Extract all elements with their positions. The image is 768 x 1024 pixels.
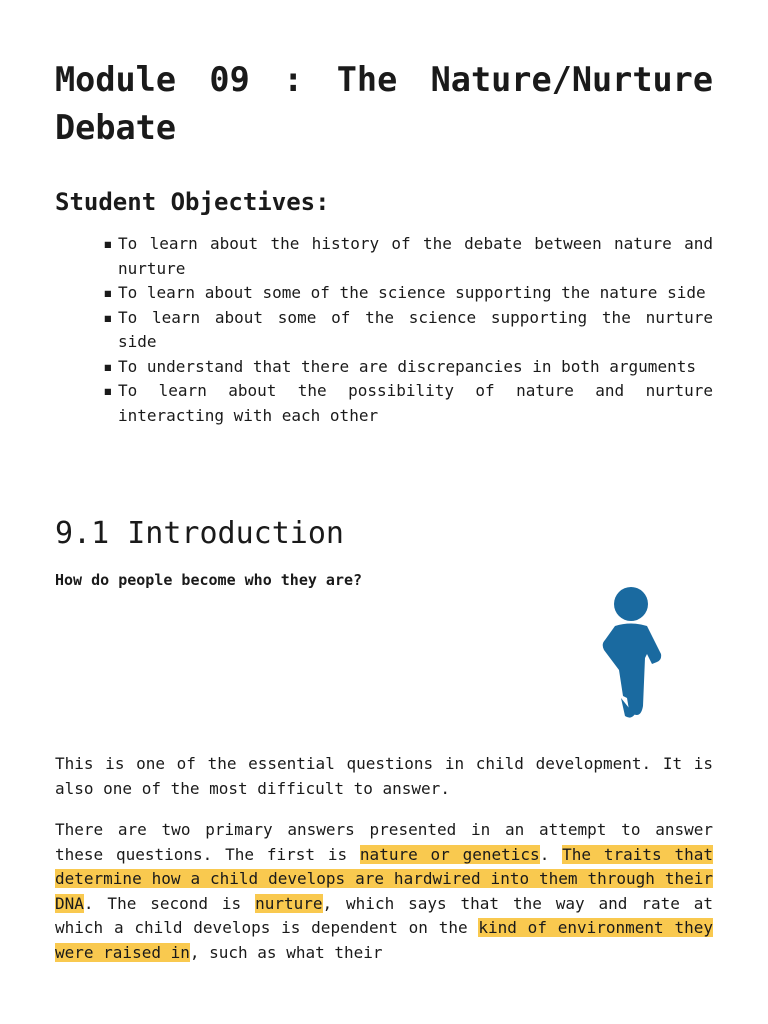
child-figure-graphic	[595, 586, 667, 726]
bullet-icon: ▪	[103, 234, 113, 253]
list-item	[103, 281, 713, 306]
list-item	[103, 306, 713, 355]
paragraph-text: .	[539, 844, 563, 864]
list-item	[103, 379, 713, 428]
highlighted-text: The traits that determine how a child develops are hardwired into them through their DNA	[55, 844, 714, 913]
bullet-icon: ▪	[103, 381, 113, 400]
bullet-icon: ▪	[103, 307, 113, 327]
paragraph-text: There are two primary answers presented in an attempt to answer these questions. The first is	[55, 820, 713, 864]
section-heading: 9.1 Introduction	[55, 516, 344, 551]
paragraph-text: , which says that the way and rate at which a child develops is dependent on the	[55, 893, 714, 937]
paragraph-text: . The second is	[83, 893, 256, 913]
list-item	[103, 355, 713, 380]
bullet-icon: ▪	[103, 283, 113, 302]
objective-text: To learn about the history of the debate between nature and nurture	[118, 234, 713, 278]
list-item	[103, 232, 713, 281]
intro-paragraph-1: This is one of the essential questions in child development. It is also one of the most difficult to answer.	[55, 754, 713, 798]
highlighted-text: nurture	[255, 893, 323, 913]
objective-text: To learn about some of the science supporting the nurture side	[118, 307, 713, 351]
paragraph-text: , such as what their	[189, 942, 383, 962]
highlighted-text: kind of environment they were raised in	[55, 918, 713, 962]
highlighted-text: nature or genetics	[359, 844, 540, 864]
objectives-list	[103, 232, 713, 428]
module-title: Module 09 : The Nature/Nurture Debate	[55, 60, 713, 147]
objective-text: To learn about some of the science supporting the nature side	[118, 283, 706, 302]
objective-text: To understand that there are discrepancies in both arguments	[118, 356, 696, 376]
objective-text: To learn about the possibility of nature and nurture interacting with each other	[118, 381, 713, 425]
objectives-heading: Student Objectives:	[55, 188, 330, 216]
intro-question: How do people become who they are?	[55, 571, 363, 589]
intro-paragraph-2	[55, 818, 713, 965]
child-standing-icon	[595, 586, 667, 726]
bullet-icon: ▪	[103, 356, 113, 376]
